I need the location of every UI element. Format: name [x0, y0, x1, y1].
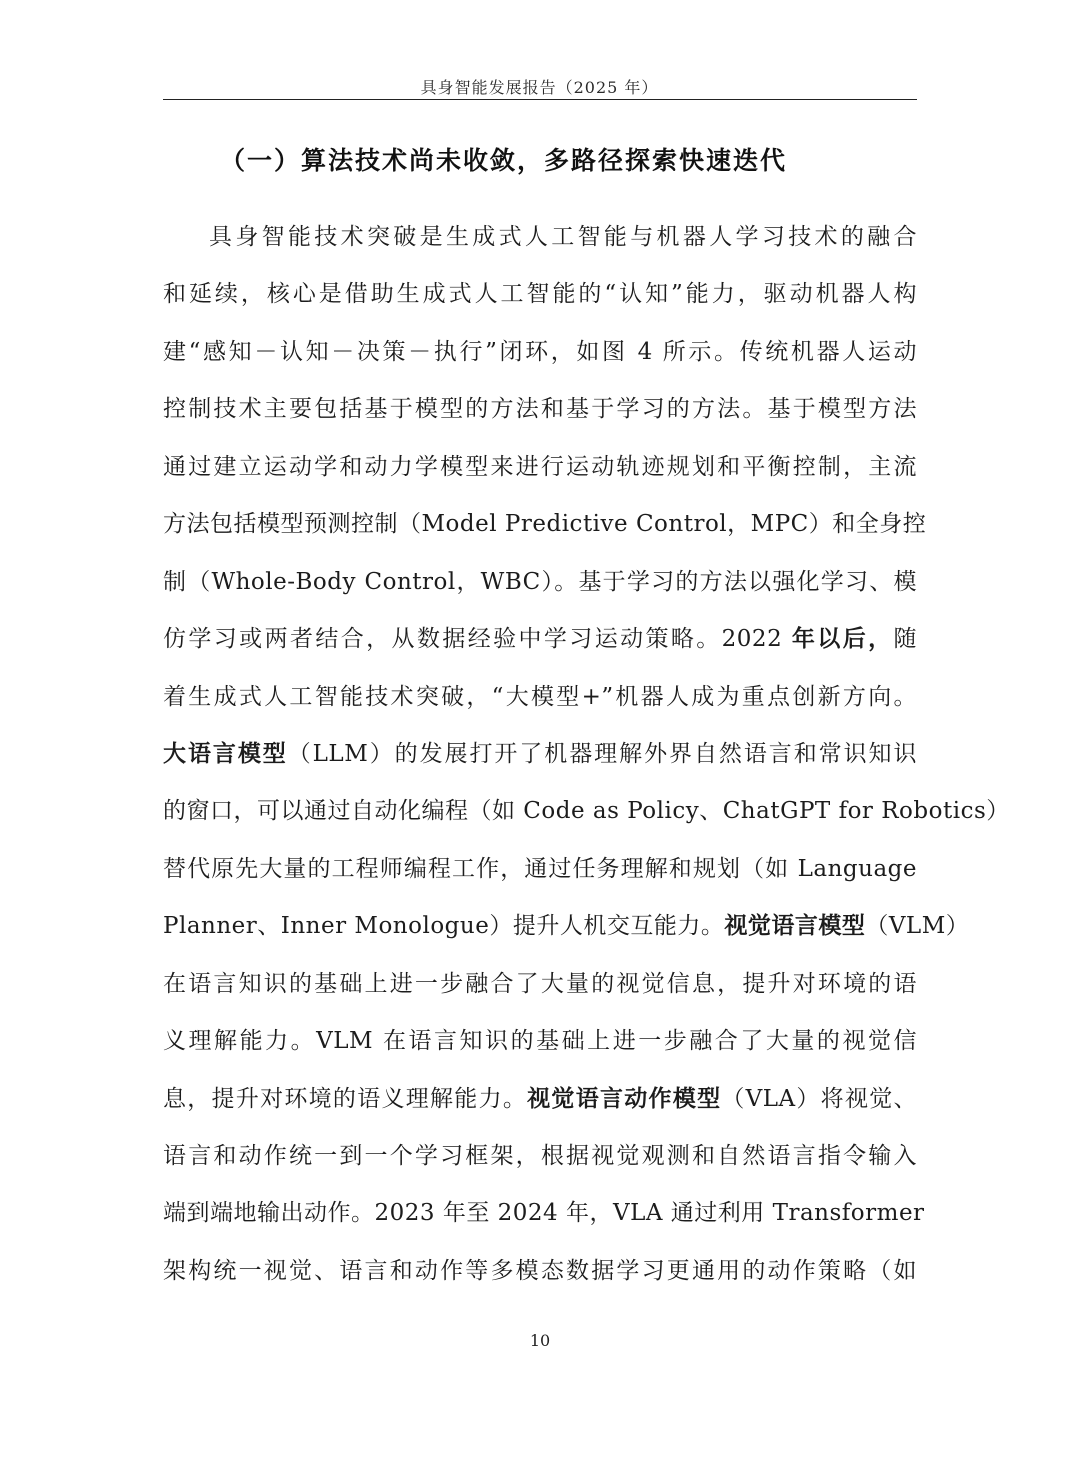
- text-line: 着生成式人工智能技术突破，“大模型+”机器人成为重点创新方向。: [163, 683, 917, 710]
- text-line: 替代原先大量的工程师编程工作，通过任务理解和规划（如 Language: [163, 855, 917, 882]
- text-line: 建“感知－认知－决策－执行”闭环，如图 4 所示。传统机器人运动: [163, 338, 917, 365]
- text-line: 架构统一视觉、语言和动作等多模态数据学习更通用的动作策略（如: [163, 1257, 917, 1284]
- bold-term-vla: 视觉语言动作模型: [527, 1085, 722, 1112]
- text-line: 通过建立运动学和动力学模型来进行运动轨迹规划和平衡控制，主流: [163, 453, 917, 480]
- page-number: 10: [529, 1331, 551, 1350]
- text-line: 方法包括模型预测控制（Model Predictive Control，MPC）和全身控: [163, 511, 927, 538]
- text-line: 端到端地输出动作。2023 年至 2024 年，VLA 通过利用 Transformer: [163, 1200, 925, 1227]
- text-line: 义理解能力。VLM 在语言知识的基础上进一步融合了大量的视觉信: [163, 1028, 917, 1055]
- text-line: 具身智能技术突破是生成式人工智能与机器人学习技术的融合: [209, 224, 917, 250]
- header-rule: [163, 99, 917, 100]
- text-line: 制（Whole-Body Control，WBC）。基于学习的方法以强化学习、模: [163, 568, 917, 595]
- bold-term-vlm: 视觉语言模型: [724, 913, 866, 940]
- text-line: 控制技术主要包括基于模型的方法和基于学习的方法。基于模型方法: [163, 396, 917, 423]
- text-line: 仿学习或两者结合，从数据经验中学习运动策略。2022 年以后，随: [163, 626, 917, 653]
- bold-term-llm: 大语言模型: [163, 740, 288, 767]
- text-line: 在语言知识的基础上进一步融合了大量的视觉信息，提升对环境的语: [163, 970, 917, 997]
- body-paragraph: [163, 209, 1010, 1300]
- text-line: 息，提升对环境的语义理解能力。视觉语言动作模型（VLA）将视觉、: [163, 1085, 918, 1112]
- bold-phrase: 年以后，: [791, 626, 894, 653]
- running-header: 具身智能发展报告（2025 年）: [420, 78, 659, 97]
- text-line: 大语言模型（LLM）的发展打开了机器理解外界自然语言和常识知识: [163, 740, 917, 767]
- text-line: 和延续，核心是借助生成式人工智能的“认知”能力，驱动机器人构: [163, 281, 917, 308]
- text-line: Planner、Inner Monologue）提升人机交互能力。视觉语言模型（VLM）: [163, 913, 970, 940]
- text-line: 语言和动作统一到一个学习框架，根据视觉观测和自然语言指令输入: [163, 1143, 917, 1169]
- text-line: 的窗口，可以通过自动化编程（如 Code as Policy、ChatGPT for Robotics）: [163, 798, 1010, 825]
- section-heading: （一）算法技术尚未收敛，多路径探索快速迭代: [220, 146, 788, 175]
